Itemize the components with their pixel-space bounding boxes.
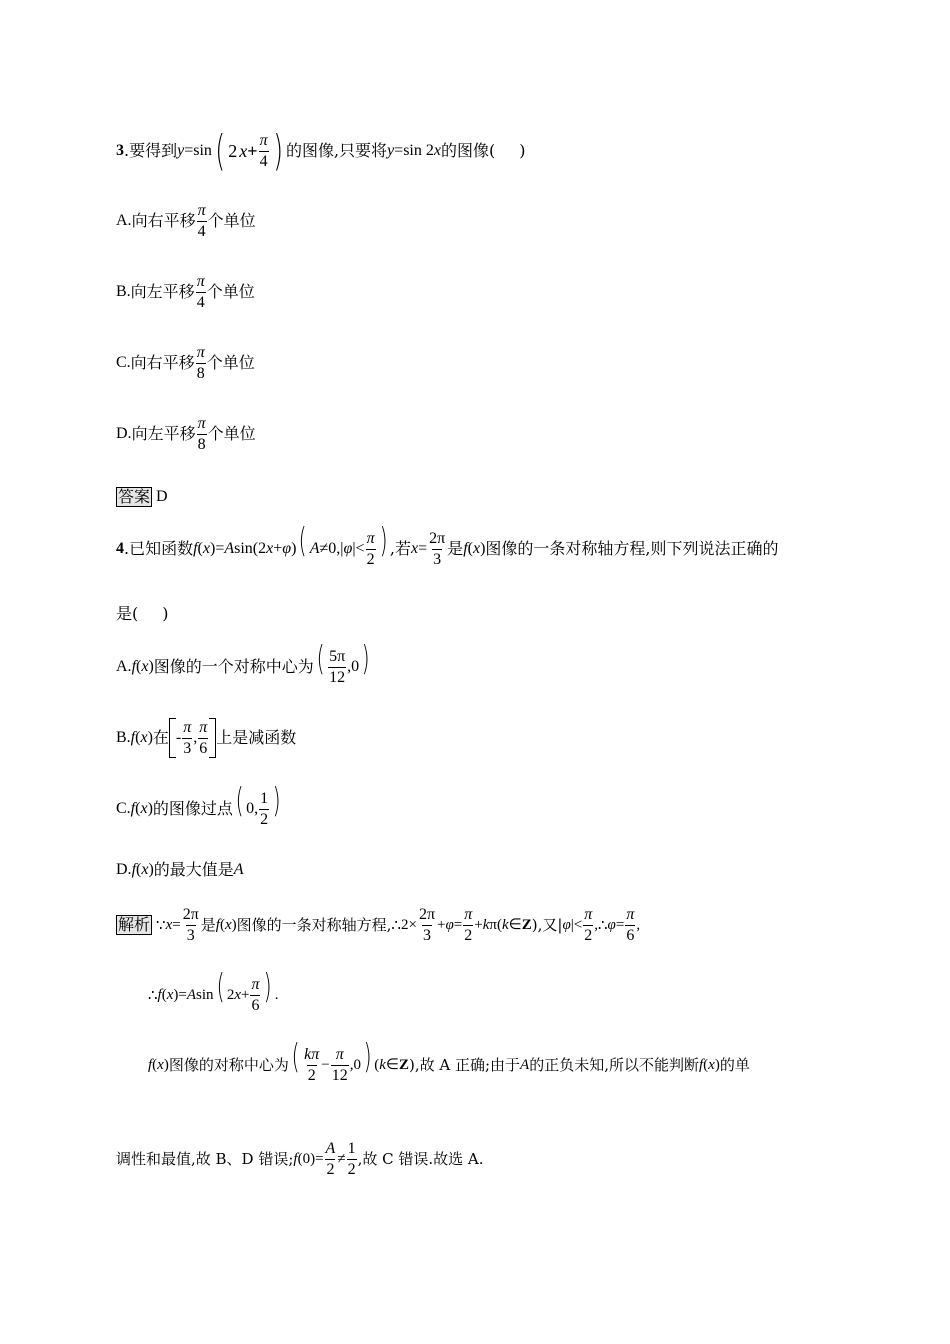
q4-option-a[interactable]: A. f ( x ) 图像的一个对称中心为 ( $\frac{5\pi}{12}$ ,0 ) [116, 639, 370, 686]
solution-line-2: ∴ f ( x ) = A sin ( 2 x + $\frac{\pi}{6}$ ) . [148, 967, 279, 1014]
option-fraction: $\frac{\pi}{8}$ [196, 344, 205, 382]
option-fraction: $\frac{\pi}{4}$ [196, 273, 205, 311]
q3-option-d[interactable]: D. 向左平移 $\frac{\pi}{8}$ 个单位 [116, 415, 256, 453]
q3-option-b[interactable]: B. 向左平移 $\frac{\pi}{4}$ 个单位 [116, 273, 255, 311]
left-paren: ( [215, 126, 226, 175]
right-paren: ) [272, 126, 283, 175]
option-fraction: $\frac{\pi}{4}$ [197, 202, 206, 240]
option-fraction: $\frac{5\pi}{12}$ [329, 648, 346, 686]
q3-option-a[interactable]: A. 向右平移 $\frac{\pi}{4}$ 个单位 [116, 202, 256, 240]
q3-stem: 3 .要得到 y =sin ( 2 x + $\frac{\pi}{4}$ ) 的图像,只要将 y =sin 2 x 的图像( ) [116, 126, 526, 175]
solution-line-3: f ( x ) 图像的对称中心为 ( $\frac{k\pi}{2}$ − $\frac{\pi}{12}$ ,0 ) ( k ∈ Z ),故 A 正确;由于 A 的正负未知,所以不能判断 f ( x ) 的单 [148, 1037, 750, 1084]
q4-stem: 4 .已知函数 f ( x ) = A sin(2 x + φ ) ( A ≠0,| φ |< $\frac{\pi}{2}$ ) ,若 x = $\frac{2\pi}{3}$ 是 f ( x ) 图像的一条对称轴方程,则下列说法正确的 [116, 521, 779, 568]
two-pi-over-3-fraction: $\frac{2\pi}{3}$ [429, 530, 446, 568]
q4-number: 4 [116, 540, 124, 558]
pi-over-4-fraction: $\frac{\pi}{4}$ [259, 131, 268, 170]
q3-option-c[interactable]: C. 向右平移 $\frac{\pi}{8}$ 个单位 [116, 344, 255, 382]
q4-option-c[interactable]: C. f ( x ) 的图像过点 ( 0, $\frac{1}{2}$ ) [116, 781, 281, 828]
q4-option-d[interactable]: D. f ( x ) 的最大值是 A [116, 860, 244, 879]
pi-over-2-fraction: $\frac{\pi}{2}$ [366, 530, 375, 568]
q4-option-b[interactable]: B. f ( x ) 在 - $\frac{\pi}{3}$ , $\frac{\pi}{6}$ 上是减函数 [116, 718, 297, 757]
left-bracket [169, 718, 176, 758]
right-bracket [209, 718, 216, 758]
answer-value: D [156, 488, 168, 505]
option-fraction: $\frac{\pi}{8}$ [197, 415, 206, 453]
solution-line-4: 调性和最值,故 B、D 错误; f (0)= $\frac{A}{2}$ ≠ $\frac{1}{2}$ ,故 C 错误.故选 A. [116, 1140, 484, 1178]
q3-answer [116, 487, 168, 507]
q3-number: 3 [116, 142, 124, 159]
answer-tag: 答案 [118, 487, 151, 506]
solution-line-1: 解析 ∵ x = $\frac{2\pi}{3}$ 是 f ( x ) 图像的一条对称轴方程, ∴ 2× $\frac{2\pi}{3}$ + φ = $\frac{\pi}{2}$ + k π( k ∈ Z ),又| φ |< $\frac{\pi}{2}$ , ∴ φ = $\frac{\pi}{6}$ , [118, 906, 641, 944]
q4-stem-cont: 是( ) [116, 604, 169, 623]
solution-tag: 解析 [118, 915, 151, 935]
